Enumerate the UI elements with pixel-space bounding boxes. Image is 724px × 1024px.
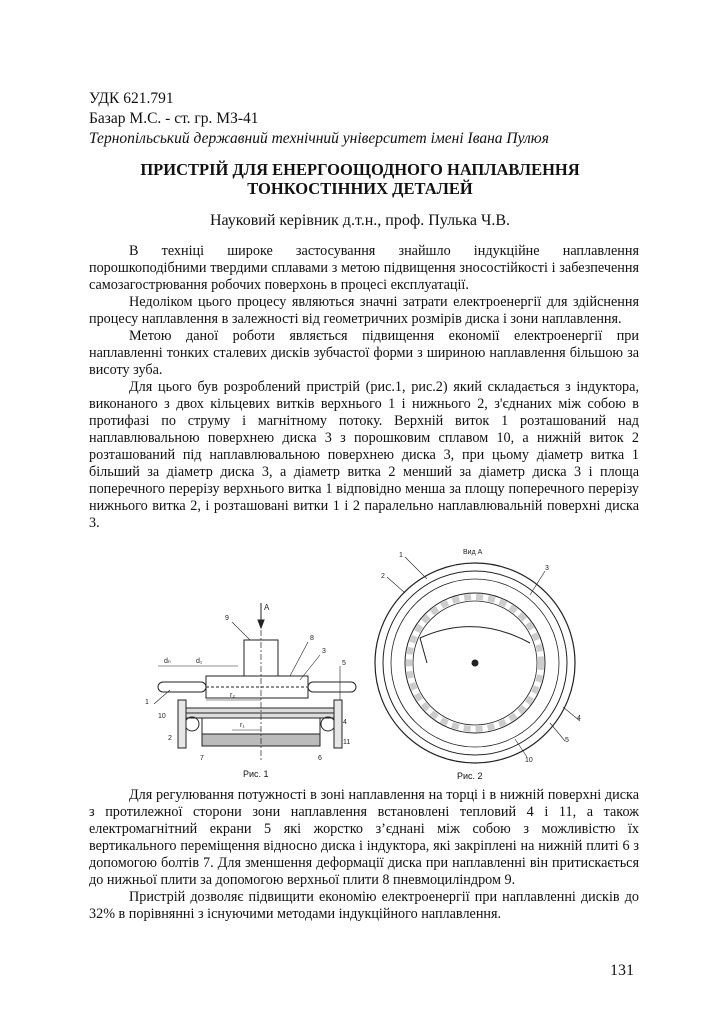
fig1-dim-dn: dₙ — [164, 658, 171, 665]
fig1-label-2: 2 — [168, 735, 172, 742]
body-text-bottom — [89, 787, 639, 923]
paragraph: Для цього був розроблений пристрій (рис.1, рис.2) який складається з індуктора, виконаного з двох кільцевих витків верхнього 1 і нижнього 2, з'єднаних між собою в протифазі по струму і магнітному потоку. Верхній виток 1 розташований над наплавлювальною поверхнею диска 3 з порошковим сплавом 10, а нижній виток 2 розташований під наплавлювальною поверхнею диска 3, при цьому діаметр витка 1 більший за діаметр диска 3, а діаметр витка 2 менший за діаметр диска 3 і площа поперечного перерізу верхнього витка 1 відповідно менша за площу поперечного перерізу нижнього витка 2, і розташовані витки 1 і 2 паралельно наплавлювальній поверхні диска 3. — [89, 379, 639, 531]
supervisor-line: Науковий керівник д.т.н., проф. Пулька Ч.В. — [209, 212, 511, 229]
paragraph: Пристрій дозволяє підвищити економію електроенергії при наплавленні дисків до 32% в порівнянні з існуючими методами індукційного наплавлення. — [89, 889, 639, 922]
fig1-label-1: 1 — [145, 699, 149, 706]
fig2-label-3: 3 — [545, 565, 549, 572]
figure-2-drawing — [365, 543, 605, 778]
fig2-label-2: 2 — [381, 573, 385, 580]
fig1-label-5: 5 — [342, 660, 346, 667]
fig1-arrow-label: A — [264, 603, 270, 612]
figure-2-caption: Рис. 2 — [457, 771, 483, 781]
title-line-2: ТОНКОСТІННИХ ДЕТАЛЕЙ — [247, 179, 473, 198]
fig1-dim-r2: r₂ — [230, 692, 236, 699]
fig1-label-9: 9 — [225, 615, 229, 622]
figure-1-caption: Рис. 1 — [243, 769, 269, 779]
fig1-label-3: 3 — [322, 648, 326, 655]
fig2-label-10: 10 — [525, 757, 533, 764]
author-line: Базар М.С. - ст. гр. МЗ-41 — [89, 110, 259, 127]
fig1-dim-d1: d₁ — [196, 658, 203, 665]
paragraph: В техніці широке застосування знайшло індукційне наплавлення порошкоподібними твердими сплавами з метою підвищення зносостійкості і забезпечення самозагострювання робочих поверхонь в процесі експлуатації. — [89, 243, 639, 293]
figure-1-drawing — [140, 600, 365, 770]
page-number: 131 — [610, 962, 634, 979]
fig1-dim-r1: r₁ — [240, 722, 245, 729]
fig2-view-label: Вид А — [463, 549, 483, 556]
fig1-label-4: 4 — [343, 719, 347, 726]
paragraph: Метою даної роботи являється підвищення економії електроенергії при наплавленні тонких сталевих дисків зубчастої форми з шириною наплавлення більшою за висоту зуба. — [89, 328, 639, 378]
paper-title — [80, 160, 640, 198]
fig2-label-1: 1 — [399, 552, 403, 559]
fig1-label-8: 8 — [310, 635, 314, 642]
fig2-label-4: 4 — [577, 715, 581, 722]
fig1-label-6: 6 — [318, 755, 322, 762]
title-line-1: ПРИСТРІЙ ДЛЯ ЕНЕРГООЩОДНОГО НАПЛАВЛЕННЯ — [140, 160, 580, 179]
fig1-label-10: 10 — [158, 713, 166, 720]
body-text-top — [89, 243, 639, 532]
udc-code: УДК 621.791 — [89, 90, 174, 107]
affiliation: Тернопільський державний технічний університет імені Івана Пулюя — [89, 130, 549, 147]
fig1-label-11: 11 — [343, 739, 351, 746]
fig2-label-5: 5 — [565, 737, 569, 744]
paragraph: Недоліком цього процесу являються значні затрати електроенергії для здійснення процесу наплавлення в залежності від геометричних розмірів диска і зони наплавлення. — [89, 294, 639, 327]
paragraph: Для регулювання потужності в зоні наплавлення на торці і в нижній поверхні диска з протилежної сторони зони наплавлення встановлені тепловий 4 і 11, а також електромагнітний екрани 5 які жорстко з’єднані між собою з можливістю їх вертикального переміщення відносно диска і індуктора, які закріплені на нижній плиті 6 з допомогою болтів 7. Для зменшення деформації диска при наплавленні він притискається до нижньої плити за допомогою верхньої плити 8 пневмоциліндром 9. — [89, 787, 639, 888]
fig1-label-7: 7 — [200, 755, 204, 762]
